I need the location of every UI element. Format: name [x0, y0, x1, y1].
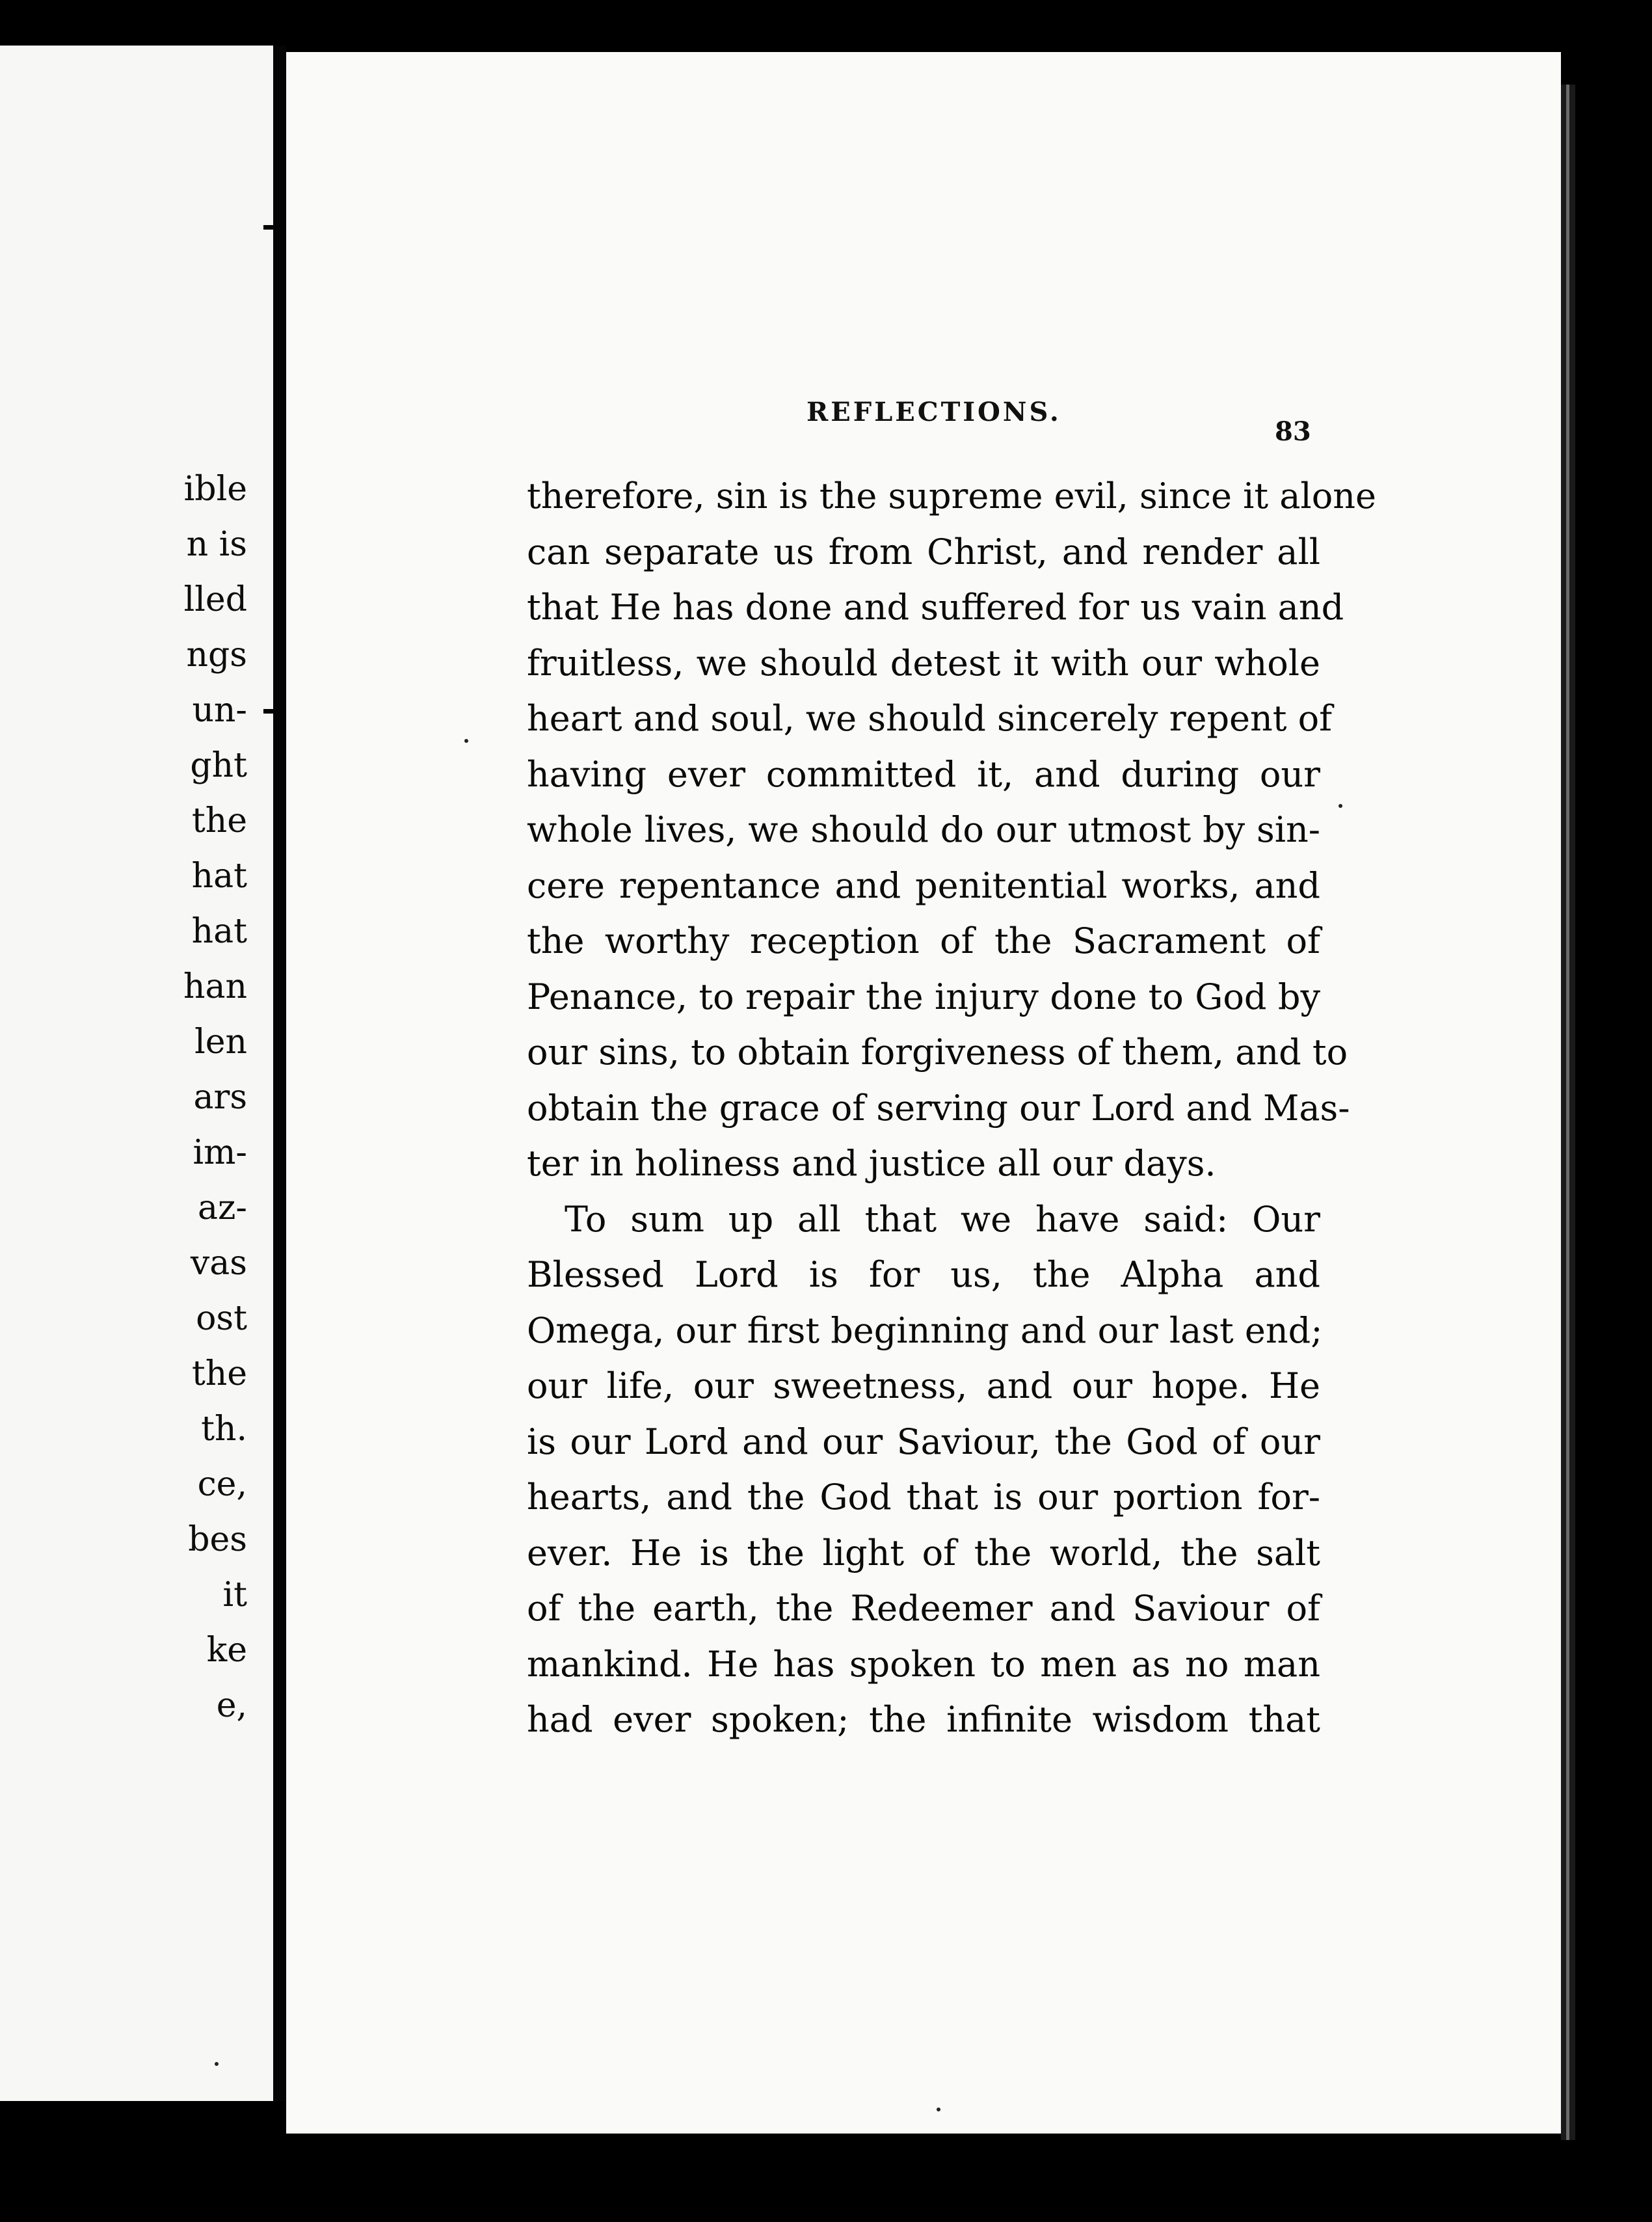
- paper-speck: [464, 739, 468, 743]
- left-fragment: vas: [190, 1244, 247, 1283]
- text-line: Omega, our first beginning and our last end;: [527, 1309, 1323, 1351]
- paragraph-end-line: ter in holiness and justice all our days.: [527, 1143, 1216, 1184]
- text-line: can separate us from Christ, and render all: [527, 531, 1320, 572]
- left-fragment: ngs: [186, 636, 247, 675]
- text-line: therefore, sin is the supreme evil, since it alone: [527, 475, 1376, 516]
- left-fragment: ce,: [197, 1465, 247, 1504]
- left-fragment: th.: [201, 1410, 247, 1449]
- text-line: Blessed Lord is for us, the Alpha and: [527, 1254, 1320, 1295]
- left-facing-page: [0, 46, 273, 2101]
- text-line: had ever spoken; the infinite wisdom that: [527, 1699, 1320, 1740]
- paper-speck: [1339, 804, 1342, 808]
- text-line: mankind. He has spoken to men as no man: [527, 1643, 1320, 1685]
- running-head-title: REFLECTIONS.: [806, 397, 1061, 427]
- text-line: whole lives, we should do our utmost by sin-: [527, 809, 1320, 850]
- text-line: our sins, to obtain forgiveness of them, and to: [527, 1032, 1348, 1073]
- left-fragment: lled: [183, 580, 247, 619]
- text-line: fruitless, we should detest it with our whole: [527, 642, 1320, 684]
- text-line: that He has done and suffered for us vain and: [527, 587, 1344, 628]
- page-edge-highlight: [1566, 85, 1569, 2140]
- left-fragment: it: [222, 1575, 247, 1614]
- paragraph-start-line: To sum up all that we have said: Our: [565, 1198, 1320, 1240]
- text-line: hearts, and the God that is our portion for-: [527, 1477, 1320, 1518]
- left-fragment: the: [191, 1354, 247, 1393]
- left-page-text-fragments: [183, 462, 247, 1733]
- left-fragment: bes: [188, 1520, 247, 1559]
- left-fragment: un-: [192, 691, 247, 730]
- left-fragment: az-: [198, 1188, 247, 1227]
- body-text: [527, 468, 1376, 1748]
- left-fragment: hat: [191, 857, 247, 896]
- left-fragment: ke: [206, 1631, 247, 1670]
- text-line: Penance, to repair the injury done to God by: [527, 976, 1320, 1017]
- left-fragment: im-: [193, 1133, 247, 1172]
- text-line: obtain the grace of serving our Lord and Mas-: [527, 1087, 1350, 1129]
- book-spine-binding: [273, 46, 286, 2101]
- text-line: the worthy reception of the Sacrament of: [527, 920, 1320, 961]
- text-line: having ever committed it, and during our: [527, 753, 1320, 795]
- left-fragment: ars: [193, 1078, 247, 1117]
- left-fragment: hat: [191, 912, 247, 951]
- left-fragment: the: [191, 801, 247, 840]
- left-fragment: len: [194, 1023, 247, 1062]
- left-fragment: n is: [186, 525, 247, 564]
- left-fragment: ght: [190, 746, 247, 785]
- left-fragment: e,: [216, 1686, 247, 1725]
- text-line: heart and soul, we should sincerely repent of: [527, 698, 1333, 739]
- paper-speck: [215, 2062, 219, 2066]
- left-fragment: ible: [183, 470, 247, 509]
- page-number: 83: [1275, 416, 1311, 447]
- text-line: ever. He is the light of the world, the salt: [527, 1532, 1320, 1573]
- text-line: cere repentance and penitential works, and: [527, 864, 1320, 906]
- paper-speck: [937, 2108, 940, 2111]
- left-fragment: han: [183, 967, 247, 1006]
- text-line: our life, our sweetness, and our hope. He: [527, 1365, 1320, 1406]
- text-line: of the earth, the Redeemer and Saviour of: [527, 1588, 1320, 1629]
- text-line: is our Lord and our Saviour, the God of our: [527, 1421, 1320, 1462]
- left-fragment: ost: [196, 1299, 247, 1338]
